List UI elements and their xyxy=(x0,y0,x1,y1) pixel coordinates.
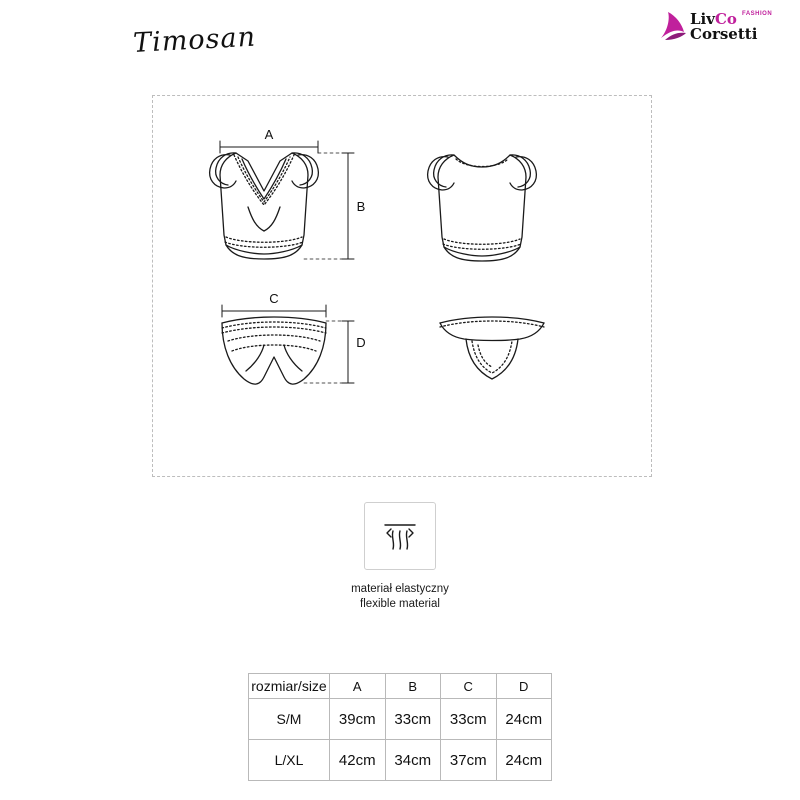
table-header-d: D xyxy=(496,674,552,699)
table-header-row xyxy=(249,674,552,699)
cell-d: 24cm xyxy=(496,699,552,740)
material-caption xyxy=(200,582,600,612)
row-size-label: S/M xyxy=(249,699,330,740)
cell-d: 24cm xyxy=(496,740,552,781)
table-header-b: B xyxy=(385,674,441,699)
material-caption-pl: materiał elastyczny xyxy=(351,583,449,595)
brand-logo xyxy=(658,8,778,52)
cell-b: 33cm xyxy=(385,699,441,740)
elastic-material-icon xyxy=(365,503,435,569)
material-caption-en: flexible material xyxy=(360,598,440,610)
cell-c: 37cm xyxy=(441,740,497,781)
table-header-a: A xyxy=(330,674,386,699)
cell-a: 42cm xyxy=(330,740,386,781)
dimension-label-a: A xyxy=(264,127,274,142)
garment-illustrations xyxy=(152,95,652,477)
table-row xyxy=(249,699,552,740)
logo-swoosh-icon xyxy=(658,10,692,47)
brand-tagline: FASHION xyxy=(742,11,773,17)
material-icon-box xyxy=(364,502,436,570)
brand-name-line2: Corsetti xyxy=(690,25,758,43)
cell-a: 39cm xyxy=(330,699,386,740)
dimension-label-b: B xyxy=(356,199,366,214)
dimension-label-c: C xyxy=(269,291,279,306)
panty-front-view xyxy=(222,291,366,384)
panty-back-view xyxy=(440,317,544,379)
cell-c: 33cm xyxy=(441,699,497,740)
top-front-view xyxy=(210,127,366,259)
table-header-c: C xyxy=(441,674,497,699)
cell-b: 34cm xyxy=(385,740,441,781)
table-row xyxy=(249,740,552,781)
page-title: Timosan xyxy=(132,21,257,59)
dimension-label-d: D xyxy=(356,335,366,350)
table-header-size: rozmiar/size xyxy=(249,674,330,699)
top-back-view xyxy=(428,155,537,261)
brand-name-line1: LivCo xyxy=(690,10,737,28)
row-size-label: L/XL xyxy=(249,740,330,781)
size-table xyxy=(248,673,552,781)
